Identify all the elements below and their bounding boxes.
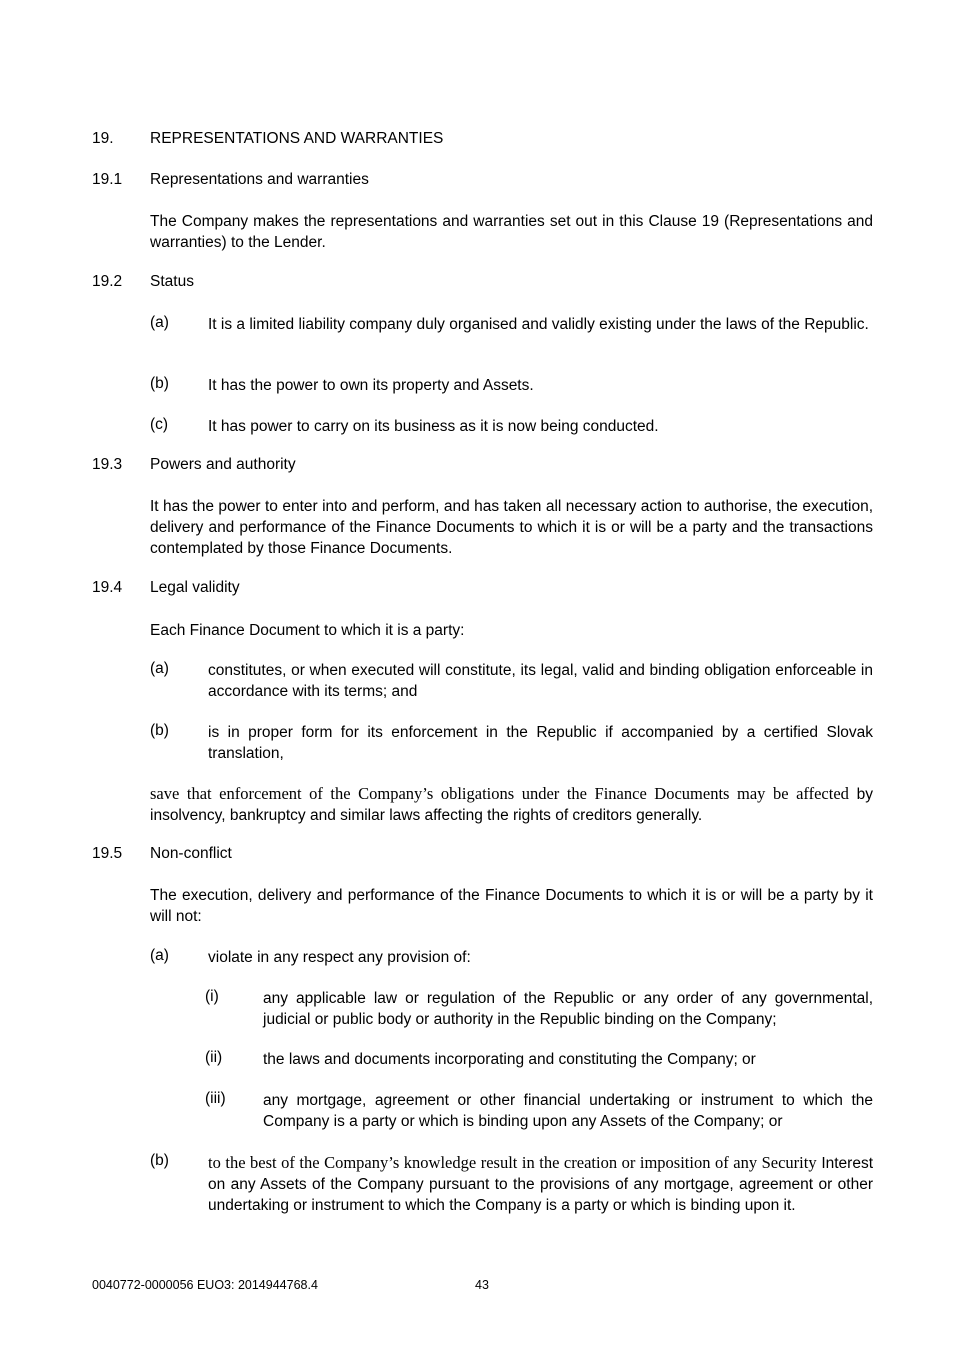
closing-serif-text: save that enforcement of the Company’s obligations under the Finance Documents may be affected — [150, 784, 849, 803]
footer-page-number: 43 — [475, 1278, 489, 1292]
section-title: Powers and authority — [150, 456, 296, 473]
section-title: Representations and warranties — [150, 171, 369, 188]
section-number: 19.3 — [92, 456, 123, 473]
section-intro: The execution, delivery and performance of the Finance Documents to which it is or will be a party by it will not: — [150, 887, 873, 925]
subitem-label: (iii) — [205, 1090, 226, 1107]
clause-title: REPRESENTATIONS AND WARRANTIES — [150, 130, 444, 147]
item-label: (b) — [150, 1152, 169, 1169]
item-label: (b) — [150, 375, 169, 392]
section-title: Status — [150, 273, 194, 290]
item-label: (a) — [150, 660, 169, 677]
clause-number: 19. — [92, 130, 114, 147]
subitem-text: the laws and documents incorporating and constituting the Company; or — [263, 1051, 756, 1068]
section-number: 19.2 — [92, 273, 123, 290]
closing-paragraph — [150, 783, 873, 826]
item-serif-text: to the best of the Company’s knowledge result in the creation or imposition of any Security — [208, 1153, 817, 1172]
subitem-text: any mortgage, agreement or other financial undertaking or instrument to which the Company is a party or which is binding upon any Assets of the Company; or — [263, 1092, 873, 1130]
item-rest-text: Interest on any Assets of the Company pursuant to the provisions of any mortgage, agreement or other undertaking or instrument to which the Company is a party or which is binding upon it. — [208, 1155, 874, 1214]
section-intro: Each Finance Document to which it is a party: — [150, 622, 465, 639]
item-label: (a) — [150, 314, 169, 331]
subitem-text: any applicable law or regulation of the Republic or any order of any governmental, judicial or public body or authority in the Republic binding on the Company; — [263, 990, 873, 1028]
section-title: Legal validity — [150, 579, 240, 596]
section-number: 19.4 — [92, 579, 123, 596]
section-title: Non-conflict — [150, 845, 232, 862]
item-label: (a) — [150, 947, 169, 964]
item-text: It is a limited liability company duly organised and validly existing under the laws of the Republic. — [208, 316, 869, 333]
closing-rest-text: by insolvency, bankruptcy and similar laws affecting the rights of creditors generally. — [150, 786, 873, 824]
section-paragraph: The Company makes the representations and warranties set out in this Clause 19 (Representations and warranties) to the Lender. — [150, 213, 873, 251]
item-text — [208, 1152, 873, 1216]
item-label: (c) — [150, 416, 169, 433]
section-paragraph: It has the power to enter into and perform, and has taken all necessary action to authorise, the execution, delivery and performance of the Finance Documents to which it is or will be a party and the transactions contemplated by those Finance Documents. — [150, 498, 873, 557]
subitem-label: (i) — [205, 988, 219, 1005]
item-text: It has the power to own its property and Assets. — [208, 377, 534, 394]
subitem-label: (ii) — [205, 1049, 223, 1066]
item-text: constitutes, or when executed will constitute, its legal, valid and binding obligation enforceable in accordance with its terms; and — [208, 662, 873, 700]
footer-doc-ref: 0040772-0000056 EUO3: 2014944768.4 — [92, 1278, 318, 1292]
item-text: violate in any respect any provision of: — [208, 949, 471, 966]
section-number: 19.1 — [92, 171, 123, 188]
item-text: It has power to carry on its business as it is now being conducted. — [208, 418, 659, 435]
item-text: is in proper form for its enforcement in the Republic if accompanied by a certified Slovak translation, — [208, 724, 873, 762]
section-number: 19.5 — [92, 845, 123, 862]
item-label: (b) — [150, 722, 169, 739]
